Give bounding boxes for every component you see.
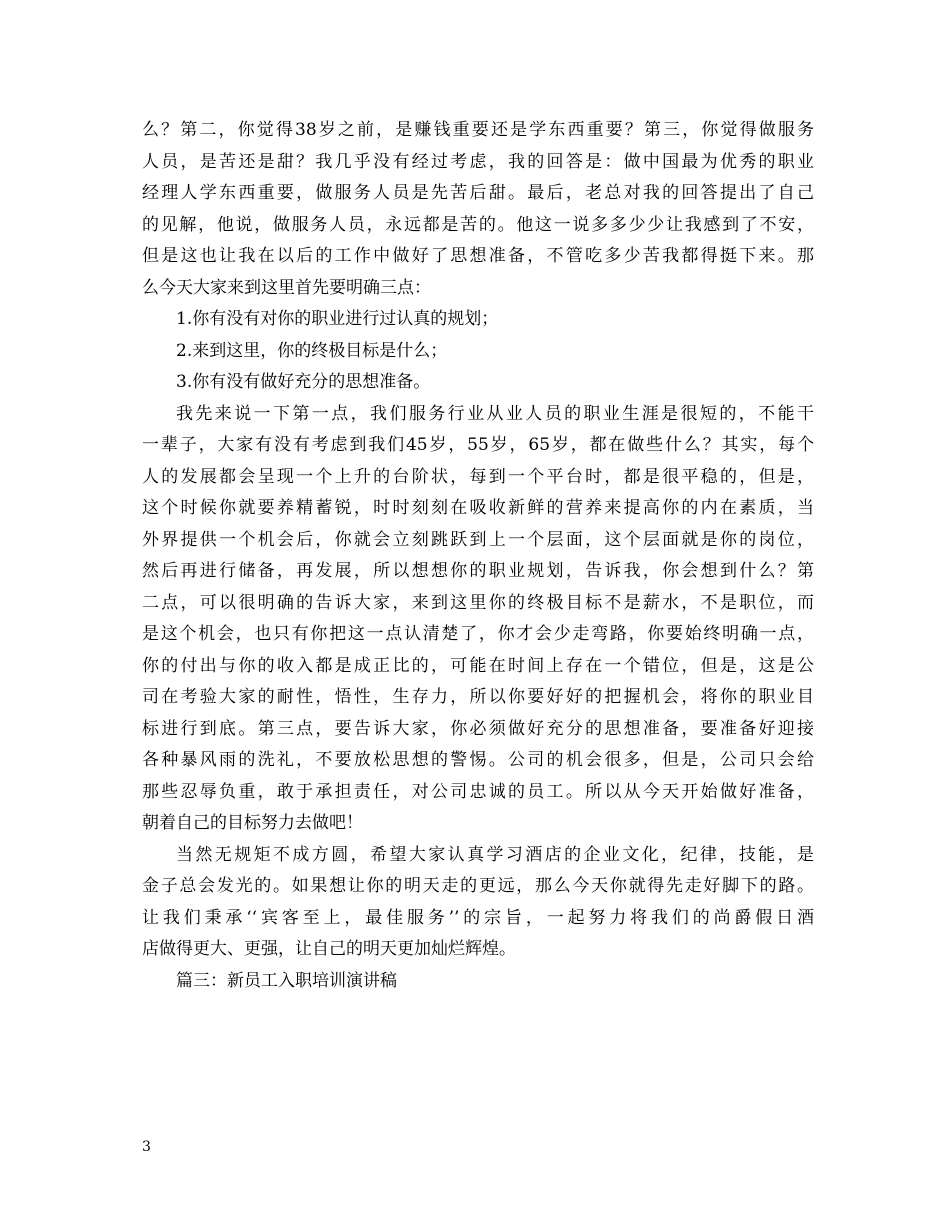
text-line: 然后再进行储备，再发展，所以想想你的职业规划，告诉我，你会想到什么？第 — [142, 561, 814, 581]
text-line: 人的发展都会呈现一个上升的台阶状，每到一个平台时，都是很平稳的，但是， — [142, 466, 814, 487]
text-line: 朝着自己的目标努力去做吧！ — [142, 813, 363, 833]
list-item: 3.你有没有做好充分的思想准备。 — [176, 372, 431, 392]
text-line: 当然无规矩不成方圆，希望大家认真学习酒店的企业文化，纪律，技能，是 — [176, 844, 814, 865]
text-line: 的见解，他说，做服务人员，永远都是苦的。他这一说多多少少让我感到了不安， — [142, 214, 814, 235]
text-line: 各种暴风雨的洗礼，不要放松思想的警惕。公司的机会很多，但是，公司只会给 — [142, 750, 814, 770]
list-item: 1.你有没有对你的职业进行过认真的规划； — [176, 309, 499, 329]
document-body — [142, 115, 814, 997]
text-line: 标进行到底。第三点，要告诉大家，你必须做好充分的思想准备，要准备好迎接 — [142, 718, 814, 739]
text-line: 那些忍辱负重，敢于承担责任，对公司忠诚的员工。所以从今天开始做好准备， — [142, 781, 814, 802]
text-line: 但是这也让我在以后的工作中做好了思想准备，不管吃多少苦我都得挺下来。那 — [142, 246, 814, 266]
text-line: 是这个机会，也只有你把这一点认清楚了，你才会少走弯路，你要始终明确一点， — [142, 624, 814, 644]
text-line: 二点，可以很明确的告诉大家，来到这里你的终极目标不是薪水，不是职位，而 — [142, 592, 814, 613]
text-line: 一辈子，大家有没有考虑到我们45岁，55岁，65岁，都在做些什么？其实，每个 — [142, 435, 814, 455]
text-line: 这个时候你就要养精蓄锐，时时刻刻在吸收新鲜的营养来提高你的内在素质，当 — [142, 498, 814, 518]
text-line: 让我们秉承‘‘宾客至上，最佳服务’’的宗旨，一起努力将我们的尚爵假日酒 — [142, 907, 814, 928]
text-line: 你的付出与你的收入都是成正比的，可能在时间上存在一个错位，但是，这是公 — [142, 655, 814, 676]
text-line: 金子总会发光的。如果想让你的明天走的更远，那么今天你就得先走好脚下的路。 — [142, 876, 814, 896]
text-line: 司在考验大家的耐性，悟性，生存力，所以你要好好的把握机会，将你的职业目 — [142, 687, 814, 707]
text-line: 我先来说一下第一点，我们服务行业从业人员的职业生涯是很短的，不能干 — [176, 403, 814, 424]
list-item: 2.来到这里，你的终极目标是什么； — [176, 340, 448, 361]
page-number: 3 — [142, 1139, 151, 1155]
text-line: 人员，是苦还是甜？我几乎没有经过考虑，我的回答是：做中国最为优秀的职业 — [142, 151, 814, 172]
text-line: 么今天大家来到这里首先要明确三点： — [142, 277, 431, 298]
text-line: 经理人学东西重要，做服务人员是先苦后甜。最后，老总对我的回答提出了自己 — [142, 183, 814, 203]
text-line: 么？第二，你觉得38岁之前，是赚钱重要还是学东西重要？第三，你觉得做服务 — [142, 120, 814, 140]
text-line: 外界提供一个机会后，你就会立刻跳跃到上一个层面，这个层面就是你的岗位， — [142, 529, 814, 550]
text-line: 店做得更大、更强，让自己的明天更加灿烂辉煌。 — [142, 939, 516, 959]
section-heading: 篇三：新员工入职培训演讲稿 — [176, 970, 397, 991]
